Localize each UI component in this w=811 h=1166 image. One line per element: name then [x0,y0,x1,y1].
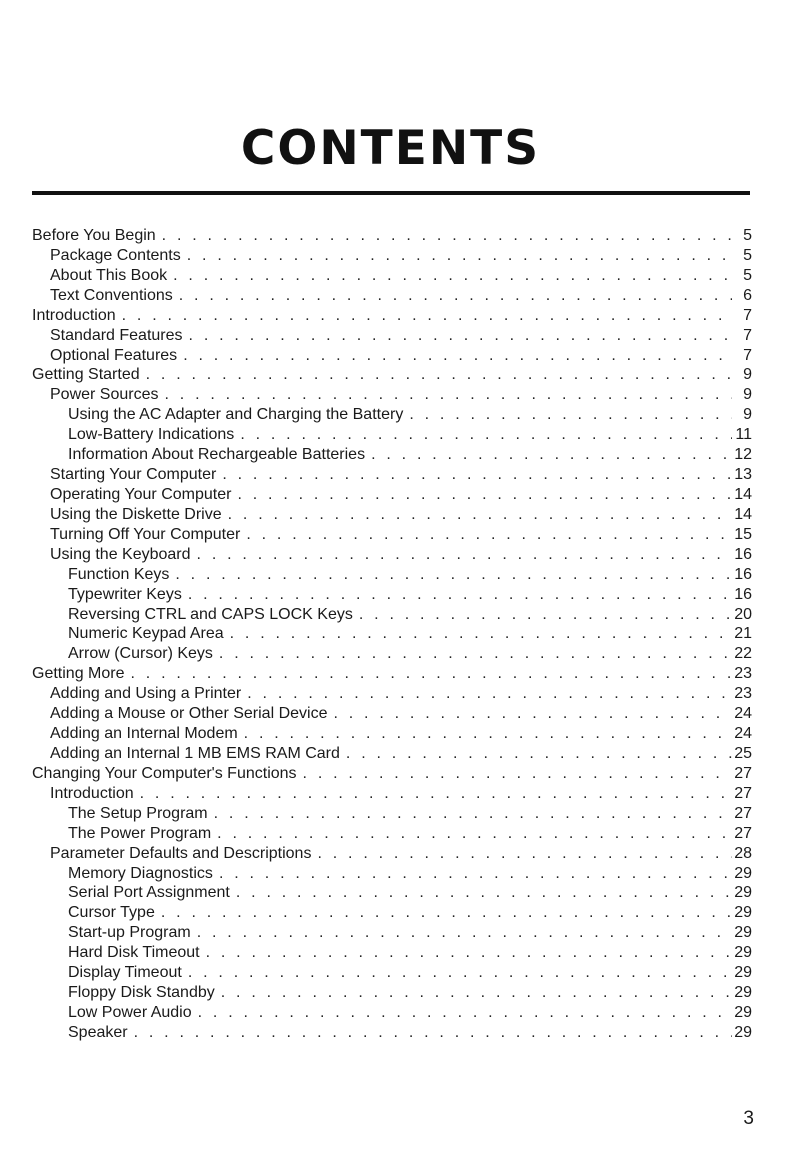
toc-entry [32,664,752,684]
toc-entry-title: Floppy Disk Standby [68,984,215,1002]
toc-entry-page: 23 [734,665,752,683]
toc-entry-title: Display Timeout [68,964,182,982]
toc-entry [32,704,752,724]
dot-leader [246,525,732,545]
toc-entry [32,903,752,923]
dot-leader [217,824,732,844]
toc-entry-page: 29 [734,884,752,902]
toc-entry-page: 27 [734,784,752,802]
toc-entry [32,943,752,963]
dot-leader [130,664,732,684]
toc-entry-title: Memory Diagnostics [68,864,213,882]
toc-entry-page: 7 [743,346,752,364]
toc-entry [32,1003,752,1023]
toc-entry-page: 21 [734,625,752,643]
dot-leader [237,485,732,505]
dot-leader [371,445,732,465]
toc-entry [32,545,752,565]
toc-entry [32,983,752,1003]
toc-entry-page: 27 [734,824,752,842]
dot-leader [219,864,732,884]
toc-entry [32,326,752,346]
toc-entry-title: Introduction [32,306,116,324]
toc-entry-page: 29 [734,984,752,1002]
toc-entry-page: 28 [734,844,752,862]
toc-entry [32,644,752,664]
toc-entry [32,864,752,884]
toc-entry-page: 13 [734,466,752,484]
toc-entry-title: Adding a Mouse or Other Serial Device [50,705,328,723]
dot-leader [189,326,732,346]
toc-entry-page: 29 [734,904,752,922]
dot-leader [219,644,732,664]
dot-leader [173,266,732,286]
toc-entry [32,724,752,744]
toc-entry [32,784,752,804]
toc-entry-page: 27 [734,764,752,782]
dot-leader [333,704,732,724]
toc-entry-title: The Setup Program [68,804,208,822]
toc-entry-title: Using the Diskette Drive [50,505,222,523]
toc-entry [32,505,752,525]
toc-entry-title: Using the AC Adapter and Charging the Battery [68,406,404,424]
toc-entry-title: Getting Started [32,366,140,384]
toc-entry-title: Low Power Audio [68,1003,192,1021]
toc-entry-title: Starting Your Computer [50,466,217,484]
toc-entry [32,585,752,605]
toc-entry [32,764,752,784]
dot-leader [162,226,732,246]
toc-entry-page: 9 [743,386,752,404]
toc-entry-title: Cursor Type [68,904,155,922]
toc-entry-title: Introduction [50,784,134,802]
toc-entry-page: 29 [734,944,752,962]
dot-leader [346,744,732,764]
dot-leader [303,764,732,784]
toc-entry-title: Adding an Internal Modem [50,725,238,743]
toc-entry-page: 27 [734,804,752,822]
toc-entry-page: 20 [734,605,752,623]
toc-entry [32,226,752,246]
dot-leader [146,365,732,385]
dot-leader [206,943,732,963]
toc-entry-page: 15 [734,525,752,543]
dot-leader [222,465,732,485]
table-of-contents [32,226,752,1043]
toc-entry-page: 14 [734,505,752,523]
dot-leader [236,883,732,903]
toc-entry-title: Speaker [68,1023,128,1041]
toc-entry-page: 24 [734,725,752,743]
dot-leader [198,1003,732,1023]
page-number: 3 [743,1108,754,1129]
dot-leader [230,624,732,644]
toc-entry-title: Package Contents [50,246,181,264]
toc-entry [32,525,752,545]
dot-leader [140,784,732,804]
toc-entry-page: 11 [735,426,752,444]
toc-entry [32,684,752,704]
toc-entry [32,824,752,844]
dot-leader [197,923,732,943]
toc-entry [32,286,752,306]
toc-entry-page: 5 [743,266,752,284]
toc-entry-title: Serial Port Assignment [68,884,230,902]
toc-entry-title: Start-up Program [68,924,191,942]
toc-entry [32,465,752,485]
toc-entry-page: 16 [734,585,752,603]
toc-entry [32,883,752,903]
dot-leader [221,983,732,1003]
toc-entry-title: The Power Program [68,824,212,842]
toc-entry-page: 7 [743,326,752,344]
dot-leader [165,385,733,405]
dot-leader [244,724,732,744]
dot-leader [179,286,732,306]
dot-leader [187,246,732,266]
toc-entry-page: 29 [734,864,752,882]
toc-entry-page: 6 [743,286,752,304]
dot-leader [197,545,732,565]
toc-entry-page: 22 [734,645,752,663]
toc-entry-page: 29 [734,1023,752,1041]
toc-entry-title: Text Conventions [50,286,173,304]
toc-entry-title: Turning Off Your Computer [50,525,241,543]
toc-entry-page: 24 [734,705,752,723]
toc-entry-title: Hard Disk Timeout [68,944,200,962]
toc-entry [32,425,752,445]
toc-entry-page: 14 [734,485,752,503]
toc-entry-title: Using the Keyboard [50,545,191,563]
toc-entry [32,624,752,644]
toc-entry-page: 12 [734,446,752,464]
toc-entry-page: 9 [743,406,752,424]
toc-entry-title: Typewriter Keys [68,585,182,603]
toc-entry-title: Adding and Using a Printer [50,685,242,703]
toc-entry [32,485,752,505]
dot-leader [122,306,732,326]
toc-entry-page: 23 [734,685,752,703]
dot-leader [183,346,732,366]
toc-entry-page: 29 [734,1003,752,1021]
toc-entry-title: Before You Begin [32,227,156,244]
dot-leader [247,684,732,704]
toc-entry-title: Information About Rechargeable Batteries [68,446,366,464]
toc-entry-title: Adding an Internal 1 MB EMS RAM Card [50,744,340,762]
toc-entry-title: About This Book [50,266,168,284]
toc-entry-title: Operating Your Computer [50,485,232,503]
toc-entry [32,405,752,425]
toc-entry [32,365,752,385]
toc-entry [32,445,752,465]
toc-entry [32,923,752,943]
toc-entry-title: Optional Features [50,346,178,364]
dot-leader [409,405,732,425]
dot-leader [161,903,732,923]
dot-leader [134,1023,732,1043]
toc-entry [32,266,752,286]
toc-entry-page: 16 [734,565,752,583]
page-title: CONTENTS [240,121,541,177]
toc-entry-page: 5 [743,227,752,244]
dot-leader [240,425,732,445]
dot-leader [188,963,732,983]
toc-entry-title: Parameter Defaults and Descriptions [50,844,312,862]
toc-entry-title: Reversing CTRL and CAPS LOCK Keys [68,605,353,623]
toc-entry [32,565,752,585]
toc-entry-title: Function Keys [68,565,170,583]
toc-entry-title: Standard Features [50,326,183,344]
title-rule [32,191,750,195]
toc-entry-title: Numeric Keypad Area [68,625,224,643]
dot-leader [175,565,732,585]
dot-leader [214,804,732,824]
dot-leader [228,505,732,525]
dot-leader [359,605,732,625]
toc-entry [32,1023,752,1043]
toc-entry-page: 25 [734,744,752,762]
toc-entry [32,844,752,864]
toc-entry-title: Getting More [32,665,125,683]
toc-entry-page: 9 [743,366,752,384]
toc-entry-title: Low-Battery Indications [68,426,235,444]
toc-entry [32,605,752,625]
dot-leader [188,585,732,605]
toc-entry [32,246,752,266]
toc-entry-page: 7 [743,306,752,324]
toc-entry [32,804,752,824]
toc-entry [32,385,752,405]
toc-entry-title: Changing Your Computer's Functions [32,764,297,782]
toc-entry-page: 16 [734,545,752,563]
toc-entry-title: Power Sources [50,386,159,404]
toc-entry-page: 29 [734,924,752,942]
toc-entry [32,306,752,326]
toc-entry [32,963,752,983]
toc-entry-title: Arrow (Cursor) Keys [68,645,213,663]
toc-entry-page: 29 [734,964,752,982]
dot-leader [317,844,732,864]
toc-entry [32,744,752,764]
toc-entry-page: 5 [743,246,752,264]
toc-entry [32,346,752,366]
